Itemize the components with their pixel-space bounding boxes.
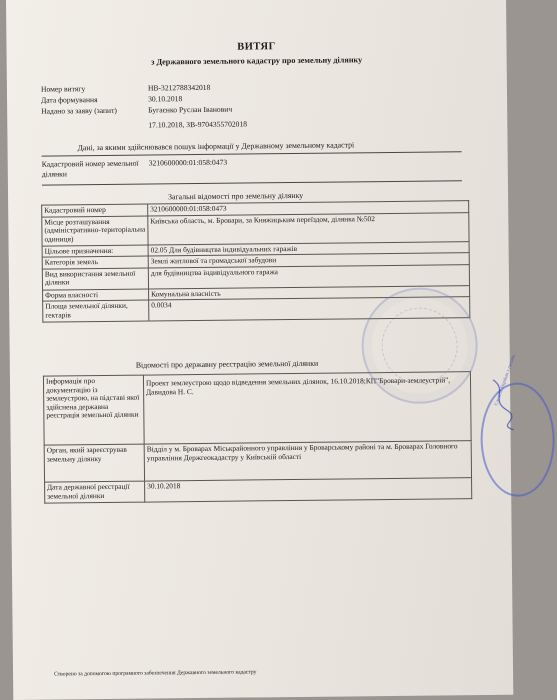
seal-text: Служба України з питань bbox=[494, 354, 517, 407]
row-label: Вид використання земельної ділянки bbox=[42, 268, 148, 290]
general-heading: Загальні відомості про земельну ділянку bbox=[168, 190, 304, 202]
row-value: 3210600000:01:058:0473 bbox=[148, 201, 469, 216]
row-value: 02.05 Для будівництва індивідуальних гаражів bbox=[148, 241, 469, 256]
search-heading: Дані, за якими здійснювався пошук інформації у Державному земельному кадастрі bbox=[77, 140, 355, 153]
faded-stamp bbox=[361, 287, 478, 404]
table-row bbox=[44, 441, 471, 482]
row-label: Цільове призначення: bbox=[42, 245, 148, 258]
row-value: Комунальна власність bbox=[149, 285, 470, 300]
document-sheet bbox=[6, 0, 517, 700]
extract-number-value: НВ-3212788342018 bbox=[147, 82, 211, 93]
row-label: Форма власності bbox=[43, 289, 149, 302]
request-date-number: 17.10.2018, ЗВ-9704355702018 bbox=[148, 119, 248, 130]
document-subtitle: з Державного земельного кадастру про земельну ділянку bbox=[151, 55, 363, 67]
table-row bbox=[42, 212, 469, 245]
extract-number-label: Номер витягу bbox=[40, 84, 86, 94]
request-row-2 bbox=[41, 118, 421, 132]
search-value: 3210600000:01:058:0473 bbox=[148, 157, 228, 168]
row-label: Площа земельної ділянки, гектарів bbox=[43, 300, 149, 322]
row-value: Відділ у м. Броварах Міськрайонного управління у Броварському районі та м. Броварах Головного управління Держгеокадастру у Київській області bbox=[144, 441, 471, 481]
row-label: Місце розташування (адміністративно-територіальна одиниця) bbox=[42, 216, 148, 246]
row-label: Категорія земель bbox=[42, 256, 148, 269]
row-value: для будівництва індивідуального гаража bbox=[148, 264, 469, 288]
row-value: Землі житлової та громадської забудови bbox=[148, 253, 469, 268]
document-title: ВИТЯГ bbox=[237, 41, 276, 53]
row-value: Київська область, м. Бровари, за Княжицьким переїздом, ділянка №502 bbox=[148, 212, 469, 244]
row-label: Орган, який зареєстрував земельну ділянку bbox=[44, 444, 144, 482]
formation-date-value: 30.10.2018 bbox=[147, 94, 183, 104]
row-value: 0.0034 bbox=[149, 297, 470, 321]
row-label: Інформація про документацію із землеустрою, на підставі якої здійснена державна реєстрація земельної ділянки bbox=[43, 375, 144, 445]
row-value: 30.10.2018 bbox=[145, 478, 472, 502]
row-label: Кадастровий номер bbox=[42, 204, 148, 217]
row-label: Дата державної реєстрації земельної ділянки bbox=[45, 481, 145, 503]
request-label: Надано за заяву (запит) bbox=[41, 105, 117, 116]
request-applicant: Бугаєнко Руслан Іванович bbox=[148, 104, 233, 115]
formation-date-label: Дата формування bbox=[41, 95, 98, 105]
row-value: Проект землеустрою щодо відведення земельних ділянок, 16.10.2018;КП"Бровари-землеустрій", Давидова Н. С. bbox=[143, 372, 471, 444]
registration-heading: Відомості про державну реєстрацію земельної ділянки bbox=[135, 358, 319, 370]
footer-note: Створено за допомогою програмного забезпечення Державного земельного кадастру bbox=[54, 669, 257, 678]
table-row bbox=[45, 478, 472, 503]
search-label: Кадастровий номер земельної ділянки bbox=[41, 158, 139, 179]
signature bbox=[488, 375, 519, 435]
search-row bbox=[42, 156, 422, 184]
